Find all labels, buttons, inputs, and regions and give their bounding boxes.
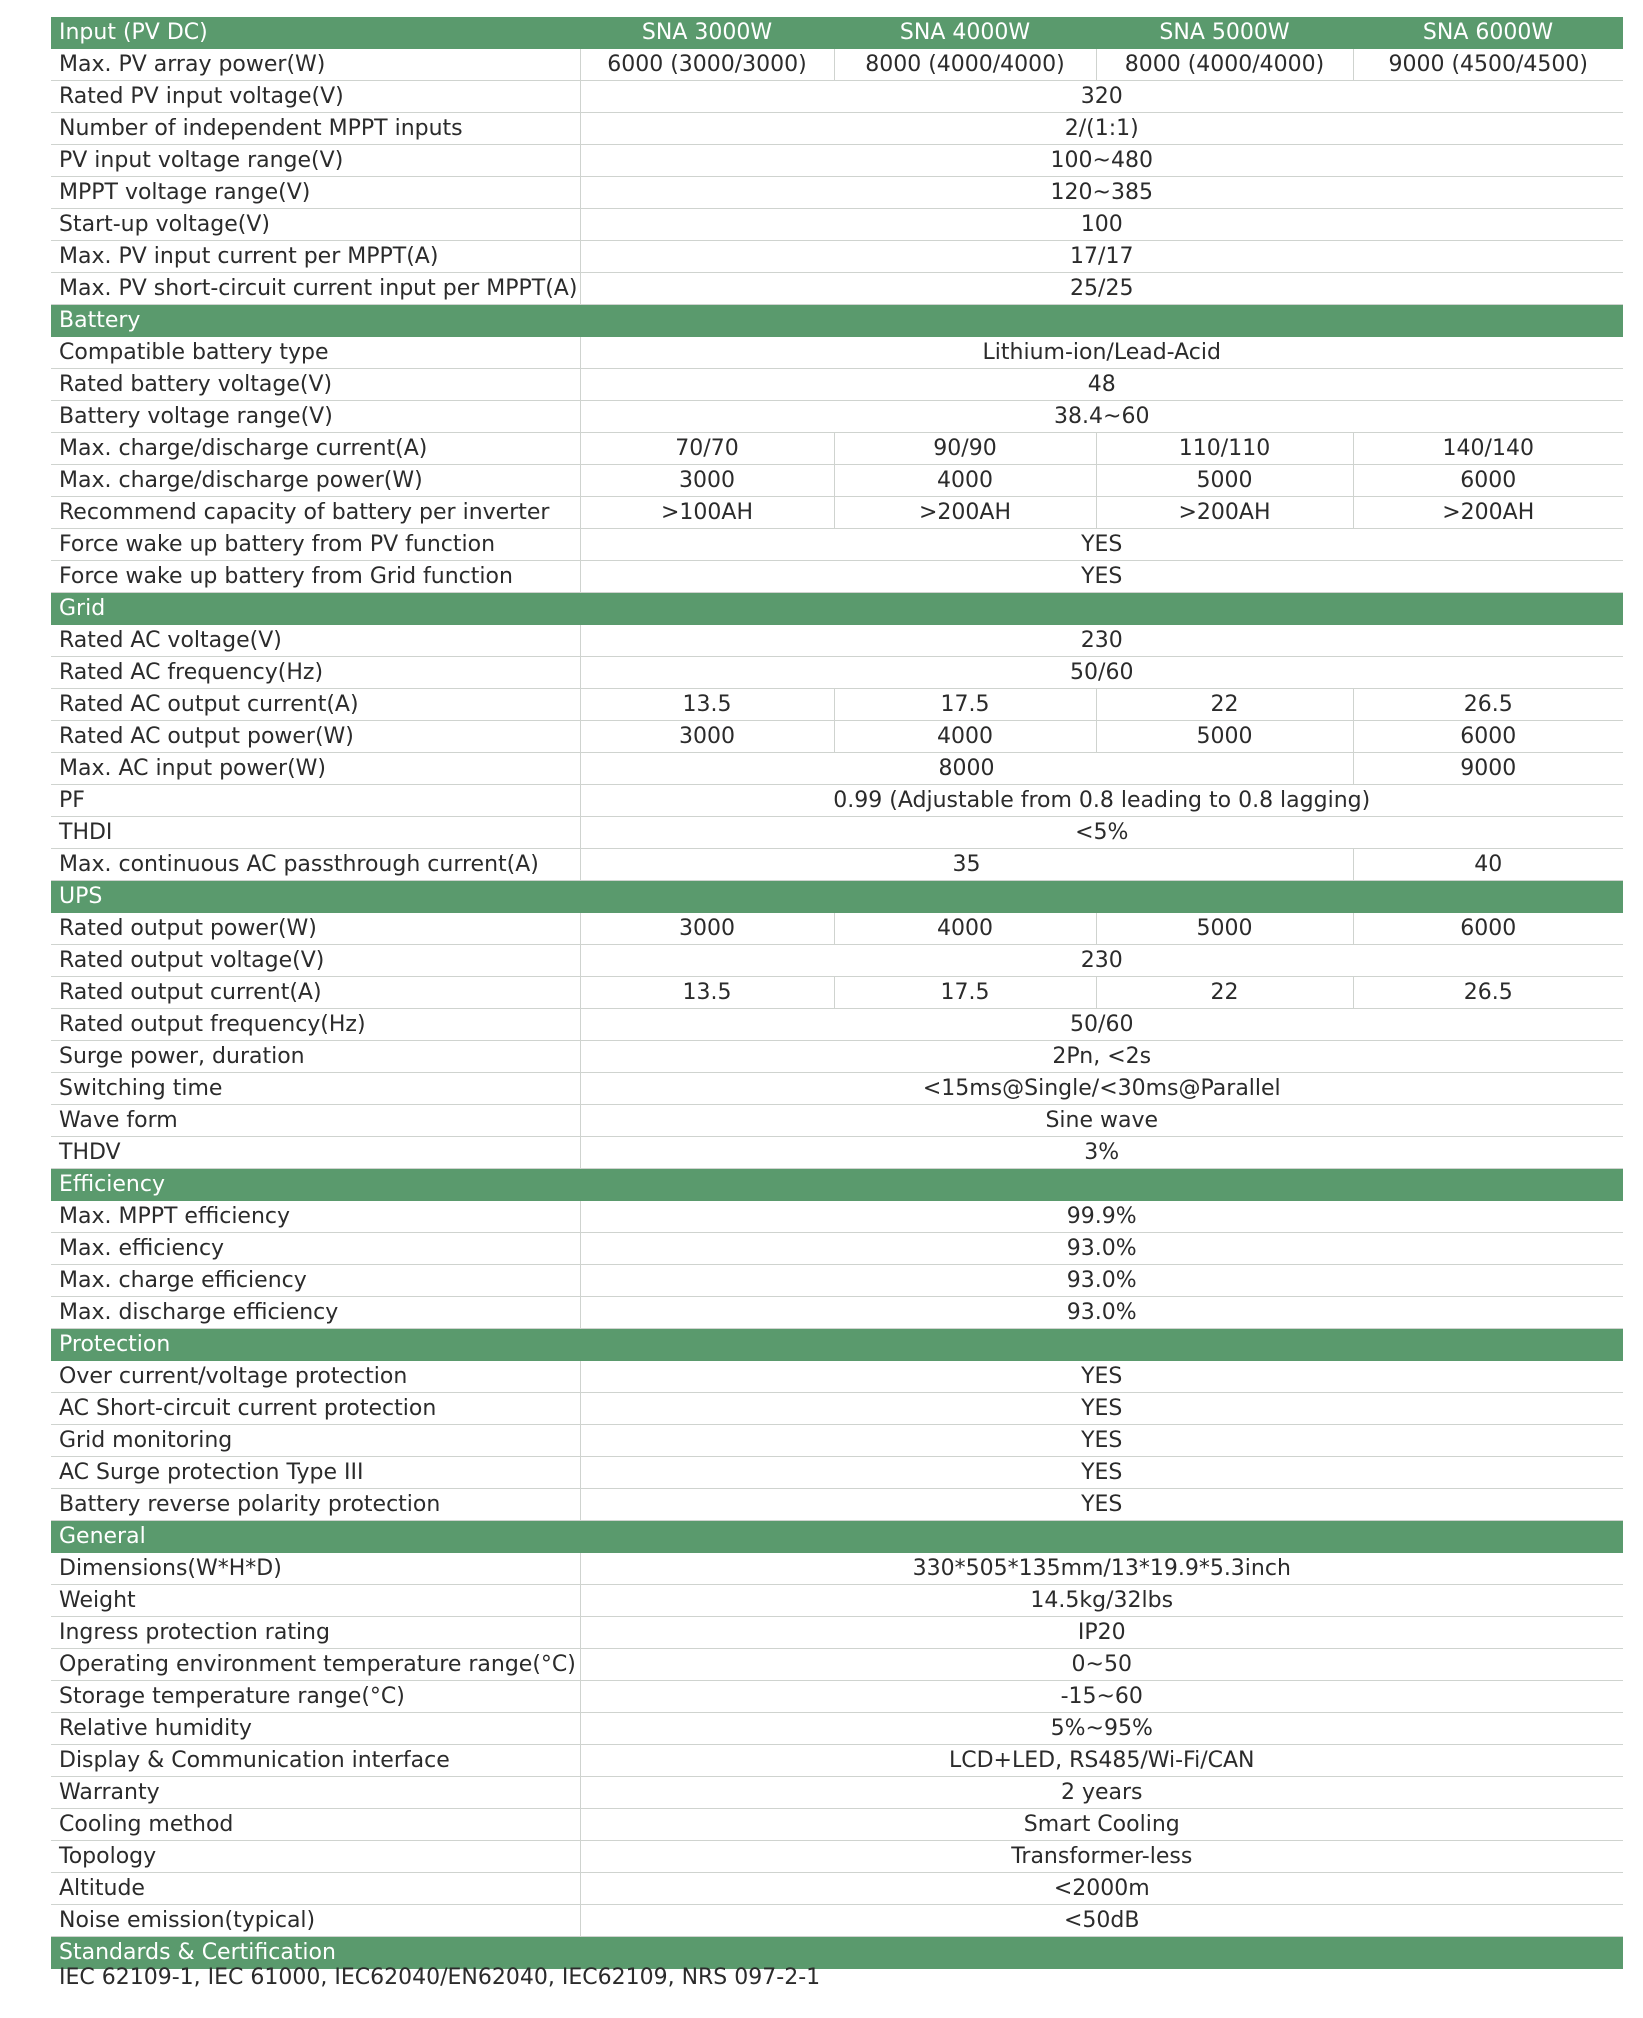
spec-value: 25/25	[580, 273, 1623, 305]
spec-value: 5000	[1096, 721, 1353, 753]
section-header-row	[51, 1937, 1623, 1969]
spec-row	[51, 1361, 1623, 1393]
spec-value: 17.5	[834, 689, 1096, 721]
spec-row	[51, 1393, 1623, 1425]
spec-value: 93.0%	[580, 1265, 1623, 1297]
spec-label: Over current/voltage protection	[51, 1361, 580, 1393]
spec-row	[51, 433, 1623, 465]
spec-label: Relative humidity	[51, 1713, 580, 1745]
spec-value: 93.0%	[580, 1233, 1623, 1265]
spec-value: LCD+LED, RS485/Wi-Fi/CAN	[580, 1745, 1623, 1777]
spec-value: 14.5kg/32lbs	[580, 1585, 1623, 1617]
spec-value: Transformer-less	[580, 1841, 1623, 1873]
spec-value: 6000	[1353, 721, 1623, 753]
spec-value: 120~385	[580, 177, 1623, 209]
spec-value: 13.5	[580, 977, 834, 1009]
spec-value: 110/110	[1096, 433, 1353, 465]
spec-value: 50/60	[580, 657, 1623, 689]
spec-label: Rated AC voltage(V)	[51, 625, 580, 657]
spec-label: Altitude	[51, 1873, 580, 1905]
spec-value: YES	[580, 1425, 1623, 1457]
spec-row	[51, 1841, 1623, 1873]
spec-row	[51, 1873, 1623, 1905]
spec-value: Lithium-ion/Lead-Acid	[580, 337, 1623, 369]
spec-value: IP20	[580, 1617, 1623, 1649]
spec-row	[51, 561, 1623, 593]
spec-value: 320	[580, 81, 1623, 113]
spec-label: AC Surge protection Type III	[51, 1457, 580, 1489]
spec-label: Max. discharge efficiency	[51, 1297, 580, 1329]
spec-value: YES	[580, 1361, 1623, 1393]
spec-label: AC Short-circuit current protection	[51, 1393, 580, 1425]
spec-row	[51, 1809, 1623, 1841]
model-header: SNA 5000W	[1096, 17, 1353, 49]
spec-label: Operating environment temperature range(°C)	[51, 1649, 580, 1681]
spec-value: 93.0%	[580, 1297, 1623, 1329]
spec-row	[51, 273, 1623, 305]
standards-list: IEC 62109-1, IEC 61000, IEC62040/EN62040, IEC62109, NRS 097-2-1	[59, 1965, 821, 1990]
spec-value: 8000	[580, 753, 1353, 785]
spec-row	[51, 1745, 1623, 1777]
section-header-row	[51, 593, 1623, 625]
spec-label: Rated AC frequency(Hz)	[51, 657, 580, 689]
spec-value: Sine wave	[580, 1105, 1623, 1137]
spec-row	[51, 849, 1623, 881]
spec-label: Weight	[51, 1585, 580, 1617]
spec-row	[51, 657, 1623, 689]
spec-value: 8000 (4000/4000)	[1096, 49, 1353, 81]
spec-value: YES	[580, 1457, 1623, 1489]
spec-value: YES	[580, 1489, 1623, 1521]
spec-row	[51, 1489, 1623, 1521]
spec-row	[51, 1137, 1623, 1169]
spec-value: >200AH	[834, 497, 1096, 529]
section-header-row	[51, 305, 1623, 337]
spec-value: 4000	[834, 465, 1096, 497]
spec-value: >200AH	[1353, 497, 1623, 529]
spec-row	[51, 1649, 1623, 1681]
spec-row	[51, 625, 1623, 657]
spec-value: <5%	[580, 817, 1623, 849]
spec-table	[51, 17, 1623, 1969]
section-header-row	[51, 1521, 1623, 1553]
spec-row	[51, 337, 1623, 369]
spec-value: 17/17	[580, 241, 1623, 273]
spec-value: 70/70	[580, 433, 834, 465]
section-title: Input (PV DC)	[51, 17, 580, 49]
spec-label: Max. charge/discharge power(W)	[51, 465, 580, 497]
section-title: Battery	[51, 305, 1623, 337]
spec-label: Max. continuous AC passthrough current(A)	[51, 849, 580, 881]
section-header-row	[51, 881, 1623, 913]
spec-row	[51, 1201, 1623, 1233]
spec-value: 2 years	[580, 1777, 1623, 1809]
spec-label: Max. charge efficiency	[51, 1265, 580, 1297]
spec-label: PF	[51, 785, 580, 817]
spec-value: 48	[580, 369, 1623, 401]
spec-value: <50dB	[580, 1905, 1623, 1937]
spec-value: 100~480	[580, 145, 1623, 177]
spec-label: Noise emission(typical)	[51, 1905, 580, 1937]
section-title: General	[51, 1521, 1623, 1553]
spec-label: Max. AC input power(W)	[51, 753, 580, 785]
spec-value: 40	[1353, 849, 1623, 881]
section-title: Protection	[51, 1329, 1623, 1361]
spec-value: 230	[580, 945, 1623, 977]
spec-label: Rated AC output power(W)	[51, 721, 580, 753]
spec-label: Storage temperature range(°C)	[51, 1681, 580, 1713]
section-title: Efficiency	[51, 1169, 1623, 1201]
spec-value: 26.5	[1353, 977, 1623, 1009]
spec-row	[51, 1585, 1623, 1617]
section-title: Grid	[51, 593, 1623, 625]
spec-value: 2Pn, <2s	[580, 1041, 1623, 1073]
spec-value: Smart Cooling	[580, 1809, 1623, 1841]
spec-row	[51, 1009, 1623, 1041]
spec-label: PV input voltage range(V)	[51, 145, 580, 177]
spec-label: Battery voltage range(V)	[51, 401, 580, 433]
model-header: SNA 3000W	[580, 17, 834, 49]
spec-label: Number of independent MPPT inputs	[51, 113, 580, 145]
spec-row	[51, 497, 1623, 529]
table-header-row	[51, 17, 1623, 49]
spec-row	[51, 465, 1623, 497]
spec-row	[51, 209, 1623, 241]
spec-row	[51, 1681, 1623, 1713]
spec-row	[51, 689, 1623, 721]
spec-value: 13.5	[580, 689, 834, 721]
spec-value: 0~50	[580, 1649, 1623, 1681]
spec-label: Rated AC output current(A)	[51, 689, 580, 721]
spec-row	[51, 113, 1623, 145]
spec-label: Max. charge/discharge current(A)	[51, 433, 580, 465]
spec-value: 230	[580, 625, 1623, 657]
spec-row	[51, 1297, 1623, 1329]
spec-label: MPPT voltage range(V)	[51, 177, 580, 209]
spec-row	[51, 1073, 1623, 1105]
spec-row	[51, 1425, 1623, 1457]
spec-value: 5000	[1096, 913, 1353, 945]
spec-value: 4000	[834, 913, 1096, 945]
spec-value: 17.5	[834, 977, 1096, 1009]
spec-row	[51, 49, 1623, 81]
spec-label: Battery reverse polarity protection	[51, 1489, 580, 1521]
spec-label: Compatible battery type	[51, 337, 580, 369]
spec-row	[51, 1617, 1623, 1649]
section-title: Standards & Certification	[51, 1937, 1623, 1969]
section-title: UPS	[51, 881, 1623, 913]
spec-label: Force wake up battery from Grid function	[51, 561, 580, 593]
spec-value: <2000m	[580, 1873, 1623, 1905]
spec-value: -15~60	[580, 1681, 1623, 1713]
spec-value: 90/90	[834, 433, 1096, 465]
spec-value: 22	[1096, 977, 1353, 1009]
spec-value: 0.99 (Adjustable from 0.8 leading to 0.8 lagging)	[580, 785, 1623, 817]
spec-label: Rated output frequency(Hz)	[51, 1009, 580, 1041]
spec-value: 5%~95%	[580, 1713, 1623, 1745]
spec-row	[51, 1457, 1623, 1489]
spec-row	[51, 1713, 1623, 1745]
spec-value: 3000	[580, 913, 834, 945]
spec-value: 140/140	[1353, 433, 1623, 465]
spec-row	[51, 1265, 1623, 1297]
spec-value: YES	[580, 1393, 1623, 1425]
spec-value: 6000 (3000/3000)	[580, 49, 834, 81]
spec-label: Rated output current(A)	[51, 977, 580, 1009]
spec-row	[51, 945, 1623, 977]
spec-label: Start-up voltage(V)	[51, 209, 580, 241]
spec-label: Max. MPPT efficiency	[51, 1201, 580, 1233]
spec-value: 3%	[580, 1137, 1623, 1169]
spec-value: 50/60	[580, 1009, 1623, 1041]
spec-value: <15ms@Single/<30ms@Parallel	[580, 1073, 1623, 1105]
spec-row	[51, 1905, 1623, 1937]
spec-value: 100	[580, 209, 1623, 241]
spec-value: 99.9%	[580, 1201, 1623, 1233]
spec-value: 9000 (4500/4500)	[1353, 49, 1623, 81]
spec-value: 2/(1:1)	[580, 113, 1623, 145]
spec-label: Max. PV array power(W)	[51, 49, 580, 81]
spec-value: >100AH	[580, 497, 834, 529]
spec-row	[51, 753, 1623, 785]
spec-label: Max. efficiency	[51, 1233, 580, 1265]
spec-label: Switching time	[51, 1073, 580, 1105]
spec-row	[51, 369, 1623, 401]
spec-value: 6000	[1353, 913, 1623, 945]
spec-label: Topology	[51, 1841, 580, 1873]
spec-label: Ingress protection rating	[51, 1617, 580, 1649]
spec-label: Cooling method	[51, 1809, 580, 1841]
model-header: SNA 4000W	[834, 17, 1096, 49]
spec-row	[51, 785, 1623, 817]
spec-row	[51, 1105, 1623, 1137]
spec-label: Display & Communication interface	[51, 1745, 580, 1777]
spec-value: 3000	[580, 721, 834, 753]
section-header-row	[51, 1329, 1623, 1361]
spec-label: Grid monitoring	[51, 1425, 580, 1457]
spec-label: Wave form	[51, 1105, 580, 1137]
spec-row	[51, 977, 1623, 1009]
spec-value: 3000	[580, 465, 834, 497]
spec-value: >200AH	[1096, 497, 1353, 529]
spec-row	[51, 817, 1623, 849]
spec-row	[51, 401, 1623, 433]
spec-label: Rated PV input voltage(V)	[51, 81, 580, 113]
spec-label: Max. PV input current per MPPT(A)	[51, 241, 580, 273]
spec-label: Rated output voltage(V)	[51, 945, 580, 977]
spec-row	[51, 721, 1623, 753]
spec-row	[51, 177, 1623, 209]
spec-row	[51, 1233, 1623, 1265]
spec-value: 330*505*135mm/13*19.9*5.3inch	[580, 1553, 1623, 1585]
spec-value: 5000	[1096, 465, 1353, 497]
spec-value: 26.5	[1353, 689, 1623, 721]
model-header: SNA 6000W	[1353, 17, 1623, 49]
spec-label: Dimensions(W*H*D)	[51, 1553, 580, 1585]
spec-label: Recommend capacity of battery per inverter	[51, 497, 580, 529]
spec-row	[51, 145, 1623, 177]
spec-label: Warranty	[51, 1777, 580, 1809]
spec-row	[51, 529, 1623, 561]
spec-row	[51, 241, 1623, 273]
spec-value: 8000 (4000/4000)	[834, 49, 1096, 81]
spec-label: Force wake up battery from PV function	[51, 529, 580, 561]
spec-label: Rated output power(W)	[51, 913, 580, 945]
spec-value: 38.4~60	[580, 401, 1623, 433]
spec-row	[51, 1777, 1623, 1809]
spec-label: Max. PV short-circuit current input per MPPT(A)	[51, 273, 580, 305]
section-header-row	[51, 1169, 1623, 1201]
spec-row	[51, 81, 1623, 113]
spec-value: 35	[580, 849, 1353, 881]
spec-label: THDI	[51, 817, 580, 849]
spec-label: THDV	[51, 1137, 580, 1169]
spec-value: YES	[580, 561, 1623, 593]
spec-label: Rated battery voltage(V)	[51, 369, 580, 401]
spec-value: 22	[1096, 689, 1353, 721]
spec-row	[51, 913, 1623, 945]
spec-label: Surge power, duration	[51, 1041, 580, 1073]
spec-value: 4000	[834, 721, 1096, 753]
spec-value: YES	[580, 529, 1623, 561]
spec-value: 6000	[1353, 465, 1623, 497]
spec-row	[51, 1553, 1623, 1585]
spec-value: 9000	[1353, 753, 1623, 785]
spec-row	[51, 1041, 1623, 1073]
